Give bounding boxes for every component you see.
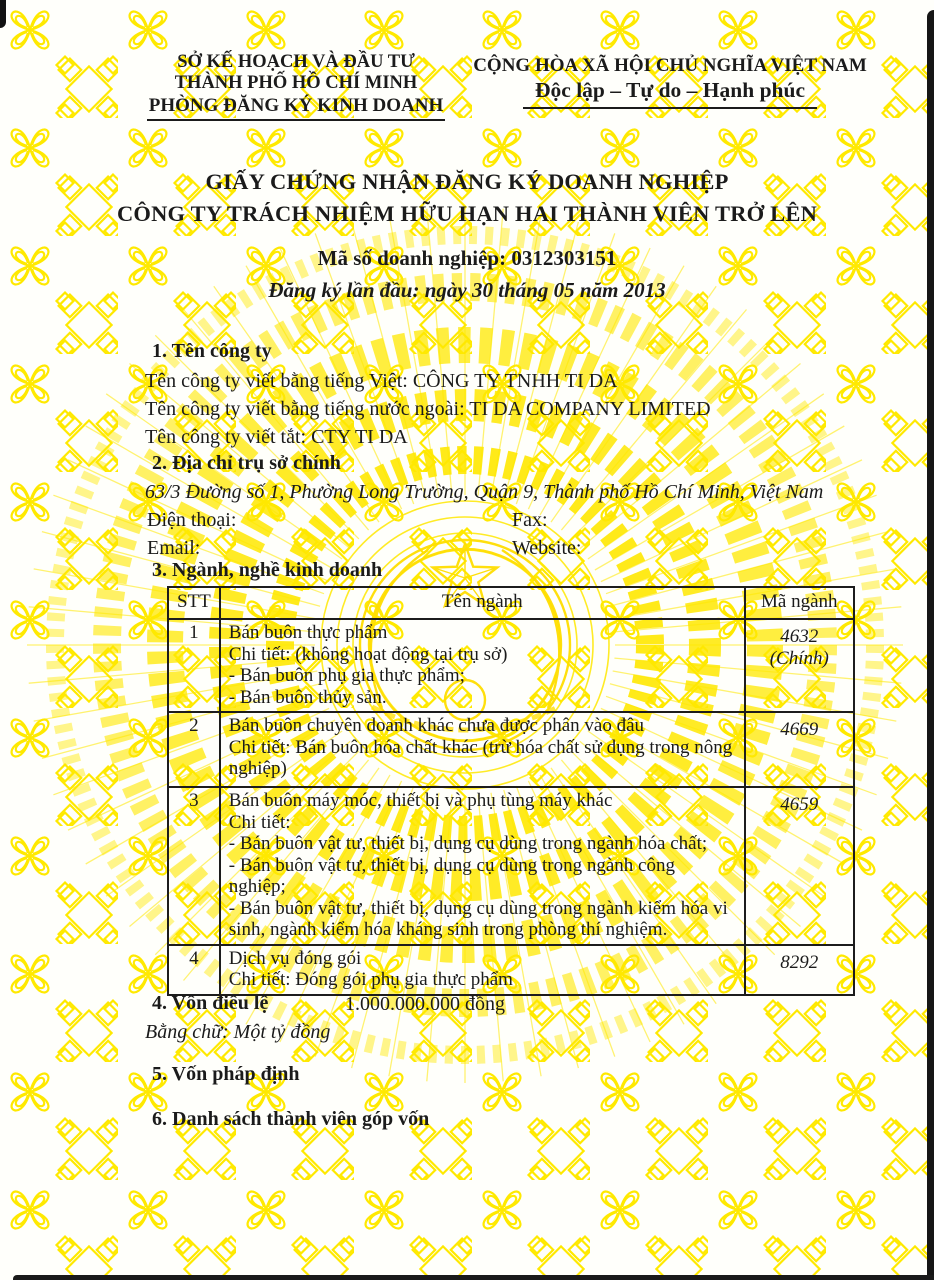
row-stt: 1 <box>168 619 220 712</box>
enterprise-code: Mã số doanh nghiệp: 0312303151 <box>317 246 617 270</box>
section4-heading: 4. Vốn điều lệ <box>152 992 269 1014</box>
section3-heading: 3. Ngành, nghề kinh doanh <box>152 559 383 581</box>
industry-line: Bán buôn chuyên doanh khác chưa được phân vào đâu <box>228 715 645 736</box>
table-row <box>168 945 854 995</box>
row-code: 8292 <box>745 945 854 995</box>
title-line-1: GIẤY CHỨNG NHẬN ĐĂNG KÝ DOANH NGHIỆP <box>205 169 729 194</box>
section6-heading: 6. Danh sách thành viên góp vốn <box>152 1108 430 1130</box>
section5-heading: 5. Vốn pháp định <box>152 1063 300 1085</box>
row-code: 4659 <box>745 787 854 945</box>
row-industry <box>220 787 745 945</box>
industry-line: - Bán buôn vật tư, thiết bị, dụng cụ dùng trong ngành kiểm hóa vi sinh, ngành kiểm hóa kháng sinh trong phòng thí nghiệm. <box>228 897 728 940</box>
row-stt: 2 <box>168 712 220 787</box>
authority-line-3: PHÒNG ĐĂNG KÝ KINH DOANH <box>147 95 446 121</box>
authority-line-1: SỞ KẾ HOẠCH VÀ ĐẦU TƯ <box>177 52 415 72</box>
national-motto-block <box>470 55 870 109</box>
industry-line: Chi tiết: <box>228 811 291 833</box>
republic-line: CỘNG HÒA XÃ HỘI CHỦ NGHĨA VIỆT NAM <box>473 55 867 76</box>
email-label: Email: <box>147 537 201 559</box>
company-name-short: Tên công ty viết tắt: CTY TI DA <box>145 426 408 448</box>
industry-line: - Bán buôn vật tư, thiết bị, dụng cụ dùng trong ngành hóa chất; <box>228 833 708 854</box>
industry-line: Dịch vụ đóng gói <box>228 947 362 969</box>
col-header-code: Mã ngành <box>745 587 854 619</box>
section2-heading: 2. Địa chỉ trụ sở chính <box>152 452 341 474</box>
scan-edge-bottom <box>13 1275 934 1280</box>
section1-heading: 1. Tên công ty <box>152 340 272 362</box>
col-header-name: Tên ngành <box>220 587 745 619</box>
first-registration-date: Đăng ký lần đầu: ngày 30 tháng 05 năm 2013 <box>268 278 666 302</box>
charter-capital-words: Bằng chữ: Một tỷ đồng <box>145 1021 331 1043</box>
phone-label: Điện thoại: <box>147 509 237 531</box>
motto-line: Độc lập – Tự do – Hạnh phúc <box>523 78 817 109</box>
row-code: 4669 <box>745 712 854 787</box>
row-stt: 4 <box>168 945 220 995</box>
industry-line: Chi tiết: Bán buôn hóa chất khác (trừ hóa chất sử dụng trong nông nghiệp) <box>228 736 733 779</box>
row-industry <box>220 945 745 995</box>
business-lines-table <box>167 586 855 996</box>
certificate-title <box>42 166 892 230</box>
row-code: 4632 (Chính) <box>745 619 854 712</box>
authority-line-2: THÀNH PHỐ HỒ CHÍ MINH <box>174 73 418 93</box>
industry-line: - Bán buôn thủy sản. <box>228 686 387 708</box>
col-header-stt: STT <box>168 587 220 619</box>
fax-label: Fax: <box>512 509 548 531</box>
industry-line: - Bán buôn phụ gia thực phẩm; <box>228 665 465 686</box>
row-industry <box>220 619 745 712</box>
company-name-vietnamese: Tên công ty viết bằng tiếng Việt: CÔNG TY TNHH TI DA <box>145 370 618 392</box>
industry-line: - Bán buôn vật tư, thiết bị, dụng cụ dùng trong ngành công nghiệp; <box>228 854 675 897</box>
charter-capital-value: 1.000.000.000 đồng <box>345 993 505 1015</box>
issuing-authority-block <box>96 52 496 121</box>
table-row <box>168 712 854 787</box>
industry-line: Bán buôn thực phẩm <box>228 622 388 643</box>
website-label: Website: <box>512 537 582 559</box>
industry-line: Bán buôn máy móc, thiết bị và phụ tùng máy khác <box>228 790 613 811</box>
row-stt: 3 <box>168 787 220 945</box>
title-line-2: CÔNG TY TRÁCH NHIỆM HỮU HẠN HAI THÀNH VIÊN TRỞ LÊN <box>116 201 818 226</box>
table-header-row <box>168 587 854 619</box>
industry-line: Chi tiết: (không hoạt động tại trụ sở) <box>228 643 508 665</box>
row-industry <box>220 712 745 787</box>
industry-line: Chi tiết: Đóng gói phụ gia thực phẩm <box>228 969 513 990</box>
scan-edge-right <box>927 10 934 1280</box>
scan-edge-top-left <box>0 0 6 28</box>
table-row <box>168 787 854 945</box>
company-name-foreign: Tên công ty viết bằng tiếng nước ngoài: TI DA COMPANY LIMITED <box>145 398 711 420</box>
head-office-address: 63/3 Đường số 1, Phường Long Trường, Quận 9, Thành phố Hồ Chí Minh, Việt Nam <box>145 481 824 503</box>
table-row <box>168 619 854 712</box>
